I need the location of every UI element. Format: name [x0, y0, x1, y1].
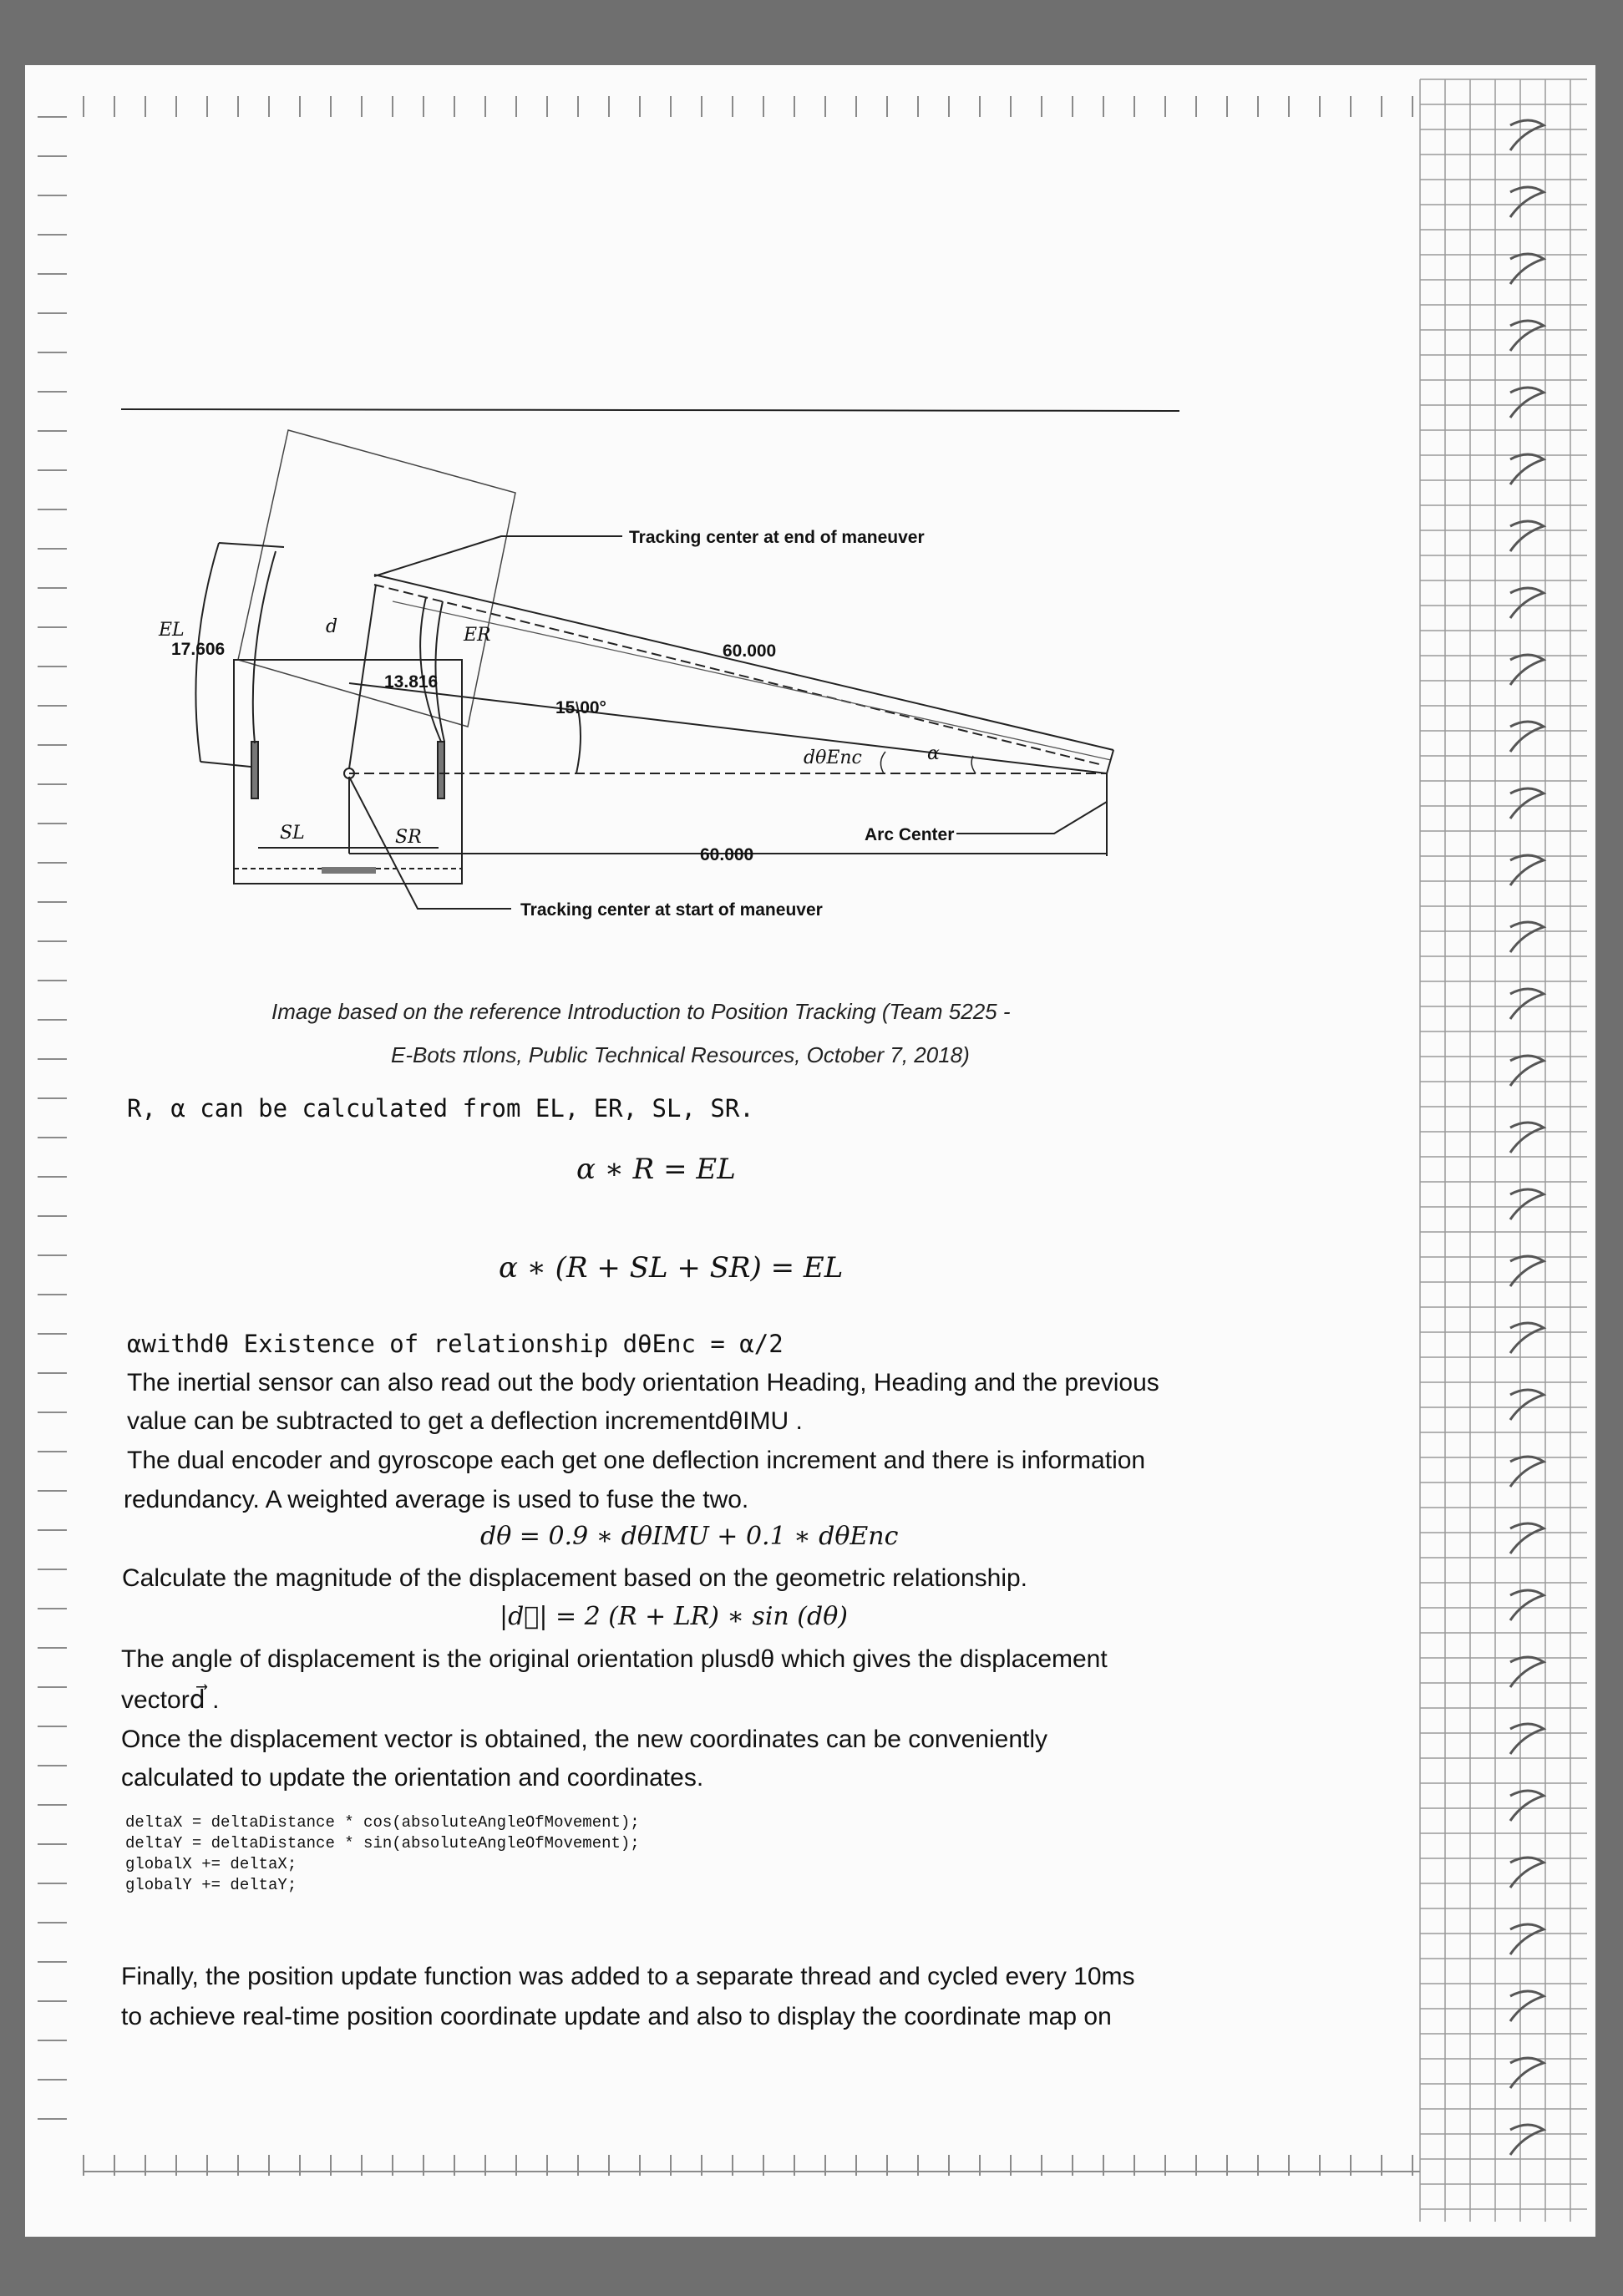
hand-label-el: EL [159, 620, 185, 641]
label-el-arc-length: 17.606 [171, 640, 226, 659]
paragraph-2-line-2: redundancy. A weighted average is used to fuse the two. [124, 1486, 749, 1513]
label-arc-center: Arc Center [865, 825, 955, 844]
right-encoder [438, 742, 444, 798]
code-line: globalY += deltaY; [125, 1876, 297, 1894]
label-tracking-start: Tracking center at start of maneuver [520, 900, 823, 920]
back-encoder [322, 867, 376, 874]
paragraph-3: Calculate the magnitude of the displacement based on the geometric relationship. [122, 1564, 1027, 1592]
paragraph-6-line-2: to achieve real-time position coordinate update and also to display the coordinate map on [121, 2003, 1112, 2030]
label-angle: 15.00° [555, 698, 606, 717]
hand-label-sl: SL [280, 823, 305, 844]
hand-label-er: ER [464, 625, 491, 646]
label-er-arc-length: 13.816 [384, 672, 439, 692]
paragraph-5-line-1: Once the displacement vector is obtained, the new coordinates can be conveniently [121, 1726, 1048, 1753]
label-dim-bottom: 60.000 [700, 845, 754, 864]
relation-line: αwithdθ Existence of relationship dθEnc = α/2 [127, 1330, 784, 1358]
intro-line: R, α can be calculated from EL, ER, SL, SR. [127, 1094, 754, 1123]
hand-label-alpha: α [927, 743, 940, 764]
code-block [125, 1812, 640, 1896]
code-line: deltaX = deltaDistance * cos(absoluteAngleOfMovement); [125, 1813, 640, 1832]
paragraph-2-line-1: The dual encoder and gyroscope each get one deflection increment and there is information [127, 1447, 1146, 1474]
paragraph-5-line-2: calculated to update the orientation and coordinates. [121, 1764, 704, 1792]
figure-caption-line2: E-Bots πlons, Public Technical Resources, October 7, 2018) [391, 1042, 970, 1067]
hand-label-dtheta-enc: dθEnc [804, 748, 862, 768]
code-line: globalX += deltaX; [125, 1855, 297, 1873]
hand-label-sr: SR [395, 827, 422, 848]
paragraph-4-line-1: The angle of displacement is the original orientation plusdθ which gives the displacement [121, 1645, 1108, 1673]
left-encoder [251, 742, 258, 798]
paragraph-1-line-2: value can be subtracted to get a deflection incrementdθIMU . [127, 1407, 803, 1435]
paragraph-1-line-1: The inertial sensor can also read out the body orientation Heading, Heading and the previous [127, 1369, 1159, 1396]
equation-3: dθ = 0.9 ∗ dθIMU + 0.1 ∗ dθEnc [480, 1522, 899, 1551]
equation-2: α ∗ (R + SL + SR) = EL [499, 1251, 844, 1285]
paper-sheet [25, 65, 1595, 2237]
paragraph-6-line-1: Finally, the position update function was added to a separate thread and cycled every 10ms [121, 1963, 1135, 1990]
figure-caption-line1: Image based on the reference Introduction to Position Tracking (Team 5225 - [271, 999, 1011, 1024]
paragraph-4-line-2: vectord⃗ . [121, 1686, 220, 1714]
hand-label-d: d [326, 616, 338, 637]
equation-1: α ∗ R = EL [576, 1153, 736, 1186]
label-tracking-end: Tracking center at end of maneuver [629, 528, 925, 547]
label-dim-top: 60.000 [723, 641, 777, 661]
equation-4: |d⃗| = 2 (R + LR) ∗ sin (dθ) [500, 1602, 848, 1631]
code-line: deltaY = deltaDistance * sin(absoluteAngleOfMovement); [125, 1834, 640, 1853]
